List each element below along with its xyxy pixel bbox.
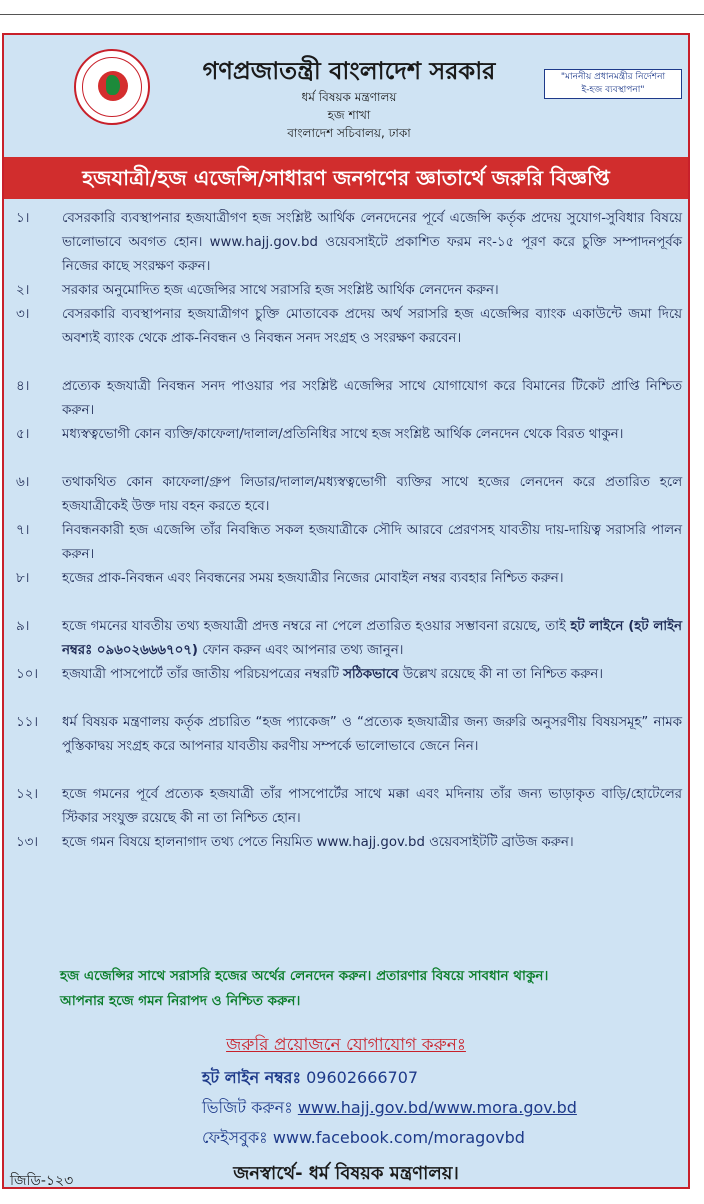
item-text: হজযাত্রী পাসপোর্টে তাঁর জাতীয় পরিচয়পত্রের নম্বরটি সঠিকভাবে উল্লেখ রয়েছে কী না তা নিশ্চিত করুন। (62, 667, 603, 682)
item-text: হজে গমনের পূর্বে প্রত্যেক হজযাত্রী তাঁর পাসপোর্টের সাথে মক্কা এবং মদিনায় তাঁর জন্য ভাড়াকৃত বাড়ি/হোটেলের স্টিকার সংযুক্ত রয়েছে কী না তা নিশ্চিত হোন। (62, 787, 682, 826)
notice-panel (2, 33, 690, 1189)
list-item (4, 279, 688, 303)
hotline-label: হট লাইন নম্বরঃ (202, 1068, 302, 1087)
top-rule (0, 14, 704, 15)
warning-line-2: আপনার হজে গমন নিরাপদ ও নিশ্চিত করুন। (60, 993, 301, 1009)
item-number: ৬। (16, 475, 30, 490)
item-number: ১১। (16, 715, 39, 730)
list-item (4, 519, 688, 567)
government-emblem-icon (74, 49, 150, 125)
emphasis-correctly: সঠিকভাবে (343, 667, 399, 682)
list-item (4, 831, 688, 879)
facebook-label: ফেইসবুকঃ (202, 1128, 268, 1147)
item-number: ১২। (16, 787, 39, 802)
list-item (4, 207, 688, 279)
list-item (4, 375, 688, 423)
government-title: গণপ্রজাতন্ত্রী বাংলাদেশ সরকার (202, 57, 496, 85)
list-item (4, 567, 688, 615)
item-number: ৭। (16, 523, 30, 538)
list-item (4, 663, 688, 711)
website-label: ভিজিট করুনঃ (202, 1098, 293, 1117)
item-number: ৯। (16, 619, 30, 634)
item-text: হজের প্রাক-নিবন্ধন এবং নিবন্ধনের সময় হজযাত্রীর নিজের মোবাইল নম্বর ব্যবহার নিশ্চিত করুন। (62, 571, 564, 586)
website-link[interactable]: www.hajj.gov.bd/www.mora.gov.bd (297, 1098, 577, 1117)
item-text: সরকার অনুমোদিত হজ এজেন্সির সাথে সরাসরি হজ সংশ্লিষ্ট আর্থিক লেনদেন করুন। (62, 283, 499, 298)
item-number: ৮। (16, 571, 30, 586)
item-number: ১৩। (16, 835, 39, 850)
item-text: নিবন্ধনকারী হজ এজেন্সি তাঁর নিবন্ধিত সকল হজযাত্রীকে সৌদি আরবে প্রেরণসহ যাবতীয় দায়-দায়িত্ব সরাসরি পালন করুন। (62, 523, 682, 562)
hotline-row (202, 1065, 418, 1092)
item-text: বেসরকারি ব্যবস্থাপনার হজযাত্রীগণ হজ সংশ্লিষ্ট আর্থিক লেনদেনের পূর্বে এজেন্সি কর্তৃক প্রদেয় সুযোগ-সুবিধার বিষয়ে ভালোভাবে অবগত হোন। www.hajj.gov.bd ওয়েবসাইটে প্রকাশিত ফরম নং-১৫ পূরণ করে চুক্তি সম্পাদনপূর্বক নিজের কাছে সংরক্ষণ করুন। (62, 211, 682, 274)
slogan-line-1: "মাননীয় প্রধানমন্ত্রীর নির্দেশনা (560, 72, 666, 82)
notice-items (4, 207, 688, 879)
slogan-box (544, 69, 682, 99)
list-item (4, 783, 688, 831)
item-number: ১০। (16, 667, 39, 682)
item-text: বেসরকারি ব্যবস্থাপনার হজযাত্রীগণ চুক্তি মোতাবেক প্রদেয় অর্থ সরাসরি হজ এজেন্সির ব্যাংক একাউন্টে জমা দিয়ে অবশ্যই ব্যাংক থেকে প্রাক-নিবন্ধন ও নিবন্ধন সনদ সংগ্রহ ও সংরক্ষণ করবেন। (62, 307, 682, 346)
item-text: হজে গমনের যাবতীয় তথ্য হজযাত্রী প্রদত্ত নম্বরে না পেলে প্রতারিত হওয়ার সম্ভাবনা রয়েছে, তাই হট লাইনে (হট লাইন নম্বরঃ ০৯৬০২৬৬৬৭০৭) ফোন করুন এবং আপনার তথ্য জানুন। (62, 619, 682, 658)
item-text: মধ্যস্বত্বভোগী কোন ব্যক্তি/কাফেলা/দালাল/প্রতিনিধির সাথে হজ সংশ্লিষ্ট আর্থিক লেনদেন থেকে বিরত থাকুন। (62, 427, 624, 442)
address: বাংলাদেশ সচিবালয়, ঢাকা (287, 126, 411, 140)
item-text: প্রত্যেক হজযাত্রী নিবন্ধন সনদ পাওয়ার পর সংশ্লিষ্ট এজেন্সির সাথে যোগাযোগ করে বিমানের টিকেট প্রাপ্তি নিশ্চিত করুন। (62, 379, 682, 418)
facebook-row (202, 1125, 525, 1152)
item-number: ৪। (16, 379, 30, 394)
warning-line-1: হজ এজেন্সির সাথে সরাসরি হজের অর্থের লেনদেন করুন। প্রতারণার বিষয়ে সাবধান থাকুন। (60, 968, 549, 984)
list-item (4, 615, 688, 663)
list-item (4, 303, 688, 375)
branch-name: হজ শাখা (327, 108, 371, 122)
list-item (4, 711, 688, 783)
facebook-link[interactable]: www.facebook.com/moragovbd (272, 1128, 525, 1147)
item-number: ৫। (16, 427, 30, 442)
item-text: ধর্ম বিষয়ক মন্ত্রণালয় কর্তৃক প্রচারিত “হজ প্যাকেজ” ও “প্রত্যেক হজযাত্রীর জন্য জরুরি অনুসরণীয় বিষয়সমূহ” নামক পুস্তিকাদ্বয় সংগ্রহ করে আপনার যাবতীয় করণীয় সম্পর্কে ভালোভাবে জেনে নিন। (62, 715, 682, 754)
hotline-emphasis: হট লাইনে (হট লাইন নম্বরঃ ০৯৬০২৬৬৬৭০৭) (62, 619, 682, 658)
website-row (202, 1095, 577, 1122)
warning-text (60, 964, 692, 1014)
item-text: তথাকথিত কোন কাফেলা/গ্রুপ লিডার/দালাল/মধ্যস্বত্বভোগী ব্যক্তির সাথে হজের লেনদেন করে প্রতারিত হলে হজযাত্রীকেই উক্ত দায় বহন করতে হবে। (62, 475, 682, 514)
list-item (4, 423, 688, 471)
item-number: ৩। (16, 307, 30, 322)
hotline-number[interactable]: 09602666707 (306, 1068, 419, 1087)
notice-banner: হজযাত্রী/হজ এজেন্সি/সাধারণ জনগণের জ্ঞাতার্থে জরুরি বিজ্ঞপ্তি (4, 157, 688, 199)
slogan-line-2: ই-হজ ব্যবস্থাপনা" (581, 85, 645, 95)
item-text: হজে গমন বিষয়ে হালনাগাদ তথ্য পেতে নিয়মিত www.hajj.gov.bd ওয়েবসাইটটি ব্রাউজ করুন। (62, 835, 574, 850)
item-number: ১। (16, 211, 30, 226)
list-item (4, 471, 688, 519)
ministry-name: ধর্ম বিষয়ক মন্ত্রণালয় (301, 90, 397, 104)
footer-text: জনস্বার্থে- ধর্ম বিষয়ক মন্ত্রণালয়। (233, 1163, 459, 1184)
item-number: ২। (16, 283, 30, 298)
contact-heading: জরুরি প্রয়োজনে যোগাযোগ করুনঃ (226, 1035, 466, 1055)
gd-code: জিডি-১২৩ (10, 1173, 74, 1189)
